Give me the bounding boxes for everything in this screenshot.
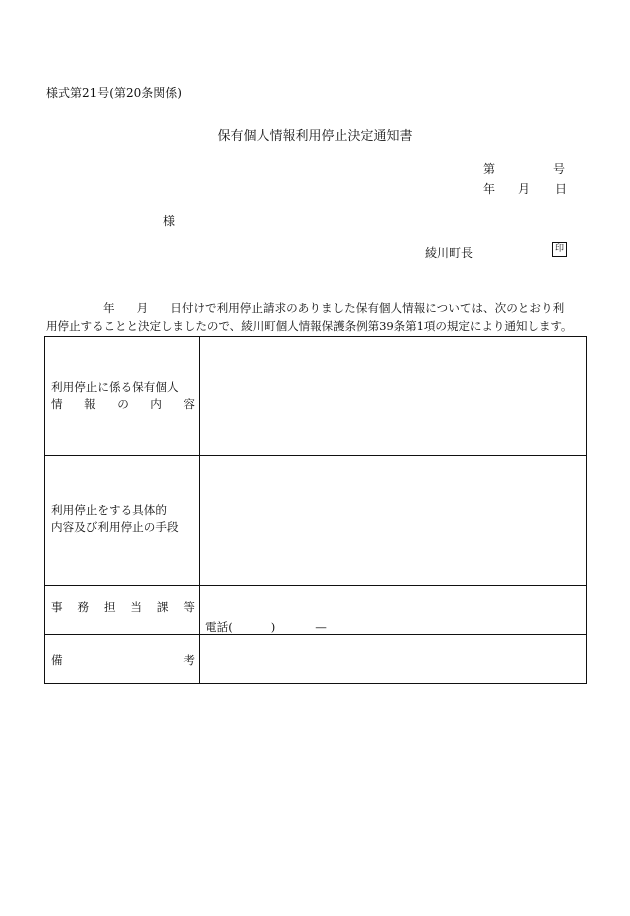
body-line-2: 用停止することと決定しましたので、綾川町個人情報保護条例第39条第1項の規定により通知します。: [46, 319, 573, 333]
addressee-suffix: 様: [163, 214, 176, 228]
label-char: 当: [130, 600, 143, 614]
row-label-stop-means: [51, 502, 195, 536]
date-year-label: 年: [483, 182, 496, 196]
document-title: 保有個人情報利用停止決定通知書: [217, 129, 413, 144]
seal-mark: 印: [552, 242, 567, 257]
label-char: の: [117, 397, 129, 411]
label-char: 備: [51, 653, 63, 667]
label-char: 内: [150, 397, 162, 411]
row-label-stopped-info: [51, 379, 195, 413]
label-char: 等: [183, 600, 195, 614]
row-label-stopped-info-line2: [51, 396, 195, 413]
date-day-label: 日: [555, 182, 568, 196]
body-month-label: 月: [136, 301, 149, 315]
row-label-stopped-info-line1: 利用停止に係る保有個人: [51, 380, 179, 394]
row-label-stop-means-line1: 利用停止をする具体的: [51, 503, 167, 517]
date-month-label: 月: [518, 182, 531, 196]
body-line-1-text: 日付けで利用停止請求のありました保有個人情報については、次のとおり利: [170, 301, 565, 315]
label-char: 報: [84, 397, 96, 411]
body-year-label: 年: [103, 301, 115, 315]
notice-table: [44, 336, 587, 684]
telephone-close-paren: ): [270, 620, 276, 634]
table-row-divider-1: [45, 455, 586, 456]
row-label-remarks: [51, 652, 195, 669]
label-char: 容: [183, 397, 195, 411]
telephone-line: [205, 619, 327, 635]
row-label-remarks-chars: [51, 652, 195, 669]
label-char: 情: [51, 397, 63, 411]
form-number: 様式第21号(第20条関係): [46, 86, 182, 100]
telephone-dash: —: [315, 620, 327, 634]
label-char: 務: [77, 600, 90, 614]
number-prefix: 第: [483, 162, 496, 176]
row-label-office: [51, 599, 195, 616]
table-column-divider: [199, 337, 200, 683]
telephone-label: 電話(: [205, 620, 233, 634]
body-line-1: [103, 300, 564, 316]
row-label-office-chars: [51, 599, 195, 616]
label-char: 事: [51, 600, 63, 614]
label-char: 課: [156, 600, 169, 614]
label-char: 担: [103, 600, 116, 614]
sender-name: 綾川町長: [425, 246, 474, 260]
table-row-divider-2: [45, 585, 586, 586]
row-label-stop-means-line2: 内容及び利用停止の手段: [51, 520, 179, 534]
label-char: 考: [183, 653, 195, 667]
number-suffix: 号: [553, 162, 566, 176]
